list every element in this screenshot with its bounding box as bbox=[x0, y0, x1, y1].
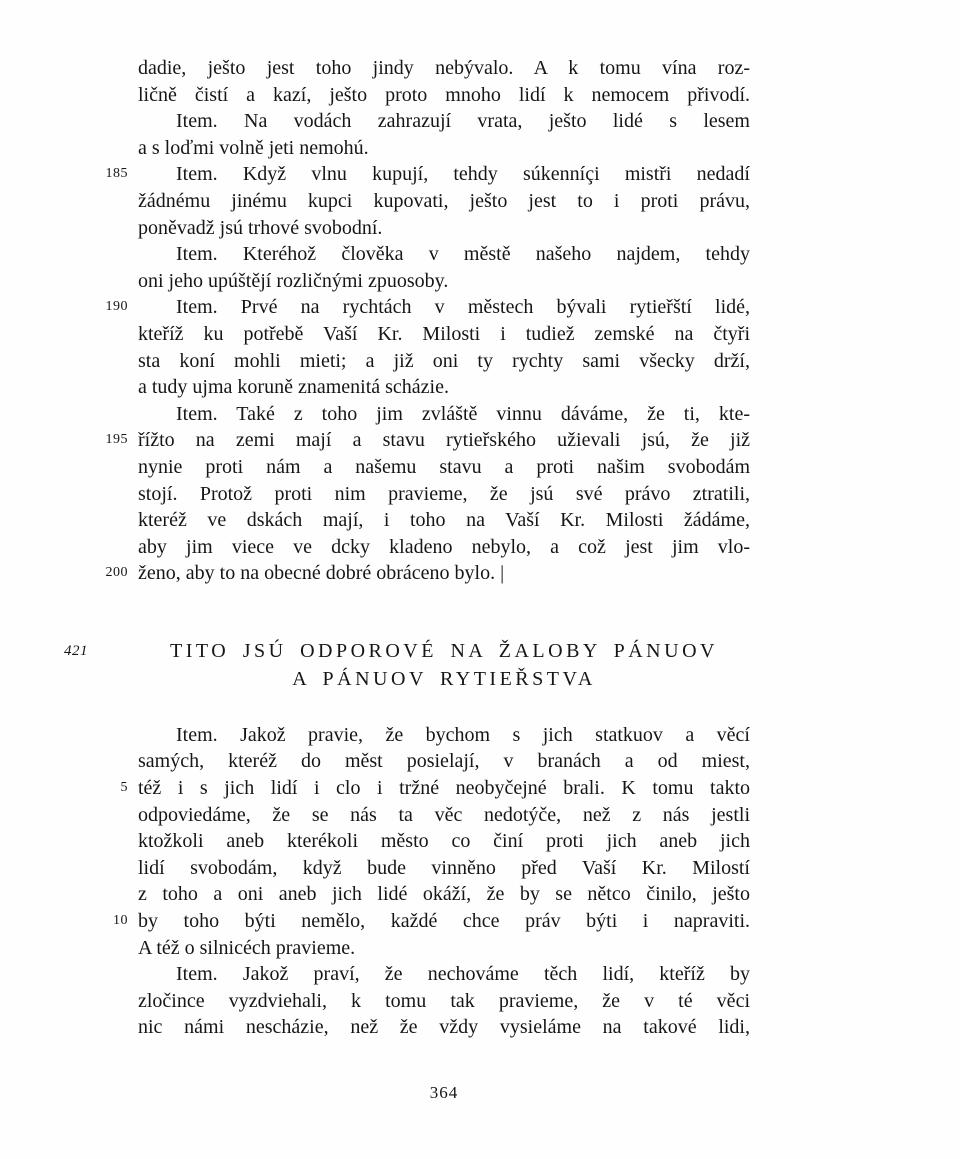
line-text: oni jeho upúštějí rozličnými zpuosoby. bbox=[138, 269, 449, 292]
body-line bbox=[0, 55, 960, 82]
page-content bbox=[0, 55, 960, 1041]
body-line bbox=[0, 802, 960, 829]
line-text: Item. Prvé na rychtách v městech bývali rytieřští lidé, bbox=[176, 296, 750, 319]
line-text: A též o silnicéch pravieme. bbox=[138, 936, 356, 959]
line-text: kteréž ve dskách mají, i toho na Vaší Kr. Milosti žádáme, bbox=[138, 509, 750, 532]
section-heading bbox=[0, 637, 960, 693]
heading-text: TITO JSÚ ODPOROVÉ NA ŽALOBY PÁNUOV bbox=[170, 639, 718, 662]
body-line bbox=[0, 427, 960, 454]
line-text: žádnému jinému kupci kupovati, ješto jest to i proti právu, bbox=[138, 189, 750, 212]
body-line bbox=[0, 215, 960, 242]
line-text: dadie, ješto jest toho jindy nebývalo. A k tomu vína roz- bbox=[138, 57, 750, 79]
line-text: Item. Kteréhož člověka v městě našeho najdem, tehdy bbox=[176, 243, 750, 266]
body-line bbox=[0, 401, 960, 428]
line-text: a s loďmi volně jeti nemohú. bbox=[138, 136, 369, 159]
line-text: stojí. Protož proti nim pravieme, že jsú své právo ztratili, bbox=[138, 482, 750, 505]
line-text: ličně čistí a kazí, ješto proto mnoho lidí k nemocem přivodí. bbox=[138, 83, 750, 106]
body-line bbox=[0, 321, 960, 348]
body-line bbox=[0, 855, 960, 882]
line-text: Item. Na vodách zahrazují vrata, ješto lidé s lesem bbox=[176, 110, 750, 133]
line-text: poněvadž jsú trhové svobodní. bbox=[138, 216, 383, 239]
heading-line bbox=[0, 665, 960, 693]
line-number-margin: 200 bbox=[105, 565, 128, 581]
line-number-margin: 190 bbox=[105, 299, 128, 315]
body-line bbox=[0, 775, 960, 802]
body-line bbox=[0, 507, 960, 534]
body-line bbox=[0, 908, 960, 935]
line-text: kteříž ku potřebě Vaší Kr. Milosti i tudiež zemské na čtyři bbox=[138, 322, 750, 345]
body-line bbox=[0, 481, 960, 508]
body-line bbox=[0, 135, 960, 162]
body-line bbox=[0, 935, 960, 962]
body-line bbox=[0, 188, 960, 215]
line-text: lidí svobodám, když bude vinněno před Vaší Kr. Milostí bbox=[138, 856, 750, 879]
body-line bbox=[0, 748, 960, 775]
line-text: Item. Jakož pravie, že bychom s jich statkuov a věcí bbox=[176, 723, 750, 746]
line-text: sta koní mohli mieti; a již oni ty rychty sami všecky drží, bbox=[138, 349, 750, 372]
body-line bbox=[0, 374, 960, 401]
page-number: 364 bbox=[429, 1083, 459, 1102]
body-line bbox=[0, 82, 960, 109]
line-text: z toho a oni aneb jich lidé okáží, že by se nětco činilo, ješto bbox=[138, 883, 750, 906]
body-line bbox=[0, 241, 960, 268]
body-line bbox=[0, 348, 960, 375]
line-text: samých, kteréž do měst posielají, v branách a od miest, bbox=[138, 750, 750, 773]
line-number-margin: 185 bbox=[105, 166, 128, 182]
body-line bbox=[0, 988, 960, 1015]
paragraph-block-2 bbox=[0, 722, 960, 1041]
line-number-margin: 195 bbox=[105, 432, 128, 448]
heading-text: A PÁNUOV RYTIEŘSTVA bbox=[292, 667, 596, 690]
body-line bbox=[0, 454, 960, 481]
line-text: nynie proti nám a našemu stavu a proti našim svobodám bbox=[138, 455, 750, 478]
line-text: ktožkoli aneb kterékoli město co činí proti jich aneb jich bbox=[138, 830, 750, 853]
line-text: řížto na zemi mají a stavu rytieřského užievali jsú, že již bbox=[138, 429, 750, 452]
body-line bbox=[0, 828, 960, 855]
line-text: ženo, aby to na obecné dobré obráceno bylo. | bbox=[138, 562, 505, 585]
line-text: aby jim viece ve dcky kladeno nebylo, a což jest jim vlo- bbox=[138, 535, 750, 558]
body-line bbox=[0, 161, 960, 188]
line-text: a tudy ujma koruně znamenitá scházie. bbox=[138, 376, 449, 399]
body-line bbox=[0, 961, 960, 988]
body-line bbox=[0, 881, 960, 908]
line-text: Item. Jakož praví, že nechováme těch lidí, kteříž by bbox=[176, 963, 750, 986]
line-number-margin: 10 bbox=[113, 913, 128, 929]
paragraph-block-1 bbox=[0, 55, 960, 587]
line-text: též i s jich lidí i clo i tržné neobyčejné brali. K tomu takto bbox=[138, 777, 750, 800]
body-line bbox=[0, 108, 960, 135]
line-text: odpoviedáme, že se nás ta věc nedotýče, než z nás jestli bbox=[138, 803, 750, 826]
line-text: Item. Také z toho jim zvláště vinnu dáváme, že ti, kte- bbox=[176, 402, 750, 425]
body-line bbox=[0, 1014, 960, 1041]
line-text: Item. Když vlnu kupují, tehdy súkenníçi mistři nedadí bbox=[176, 163, 750, 186]
line-text: zločince vyzdviehali, k tomu tak pravieme, že v té věci bbox=[138, 989, 750, 1012]
body-line bbox=[0, 560, 960, 587]
body-line bbox=[0, 294, 960, 321]
body-line bbox=[0, 534, 960, 561]
line-text: nic námi nescházie, než že vždy vysieláme na takové lidi, bbox=[138, 1016, 750, 1039]
line-number-margin: 5 bbox=[120, 780, 128, 796]
document-number-margin: 421 bbox=[64, 642, 88, 659]
heading-line bbox=[0, 637, 960, 665]
body-line bbox=[0, 722, 960, 749]
body-line bbox=[0, 268, 960, 295]
line-text: by toho býti nemělo, každé chce práv býti i napraviti. bbox=[138, 910, 750, 933]
